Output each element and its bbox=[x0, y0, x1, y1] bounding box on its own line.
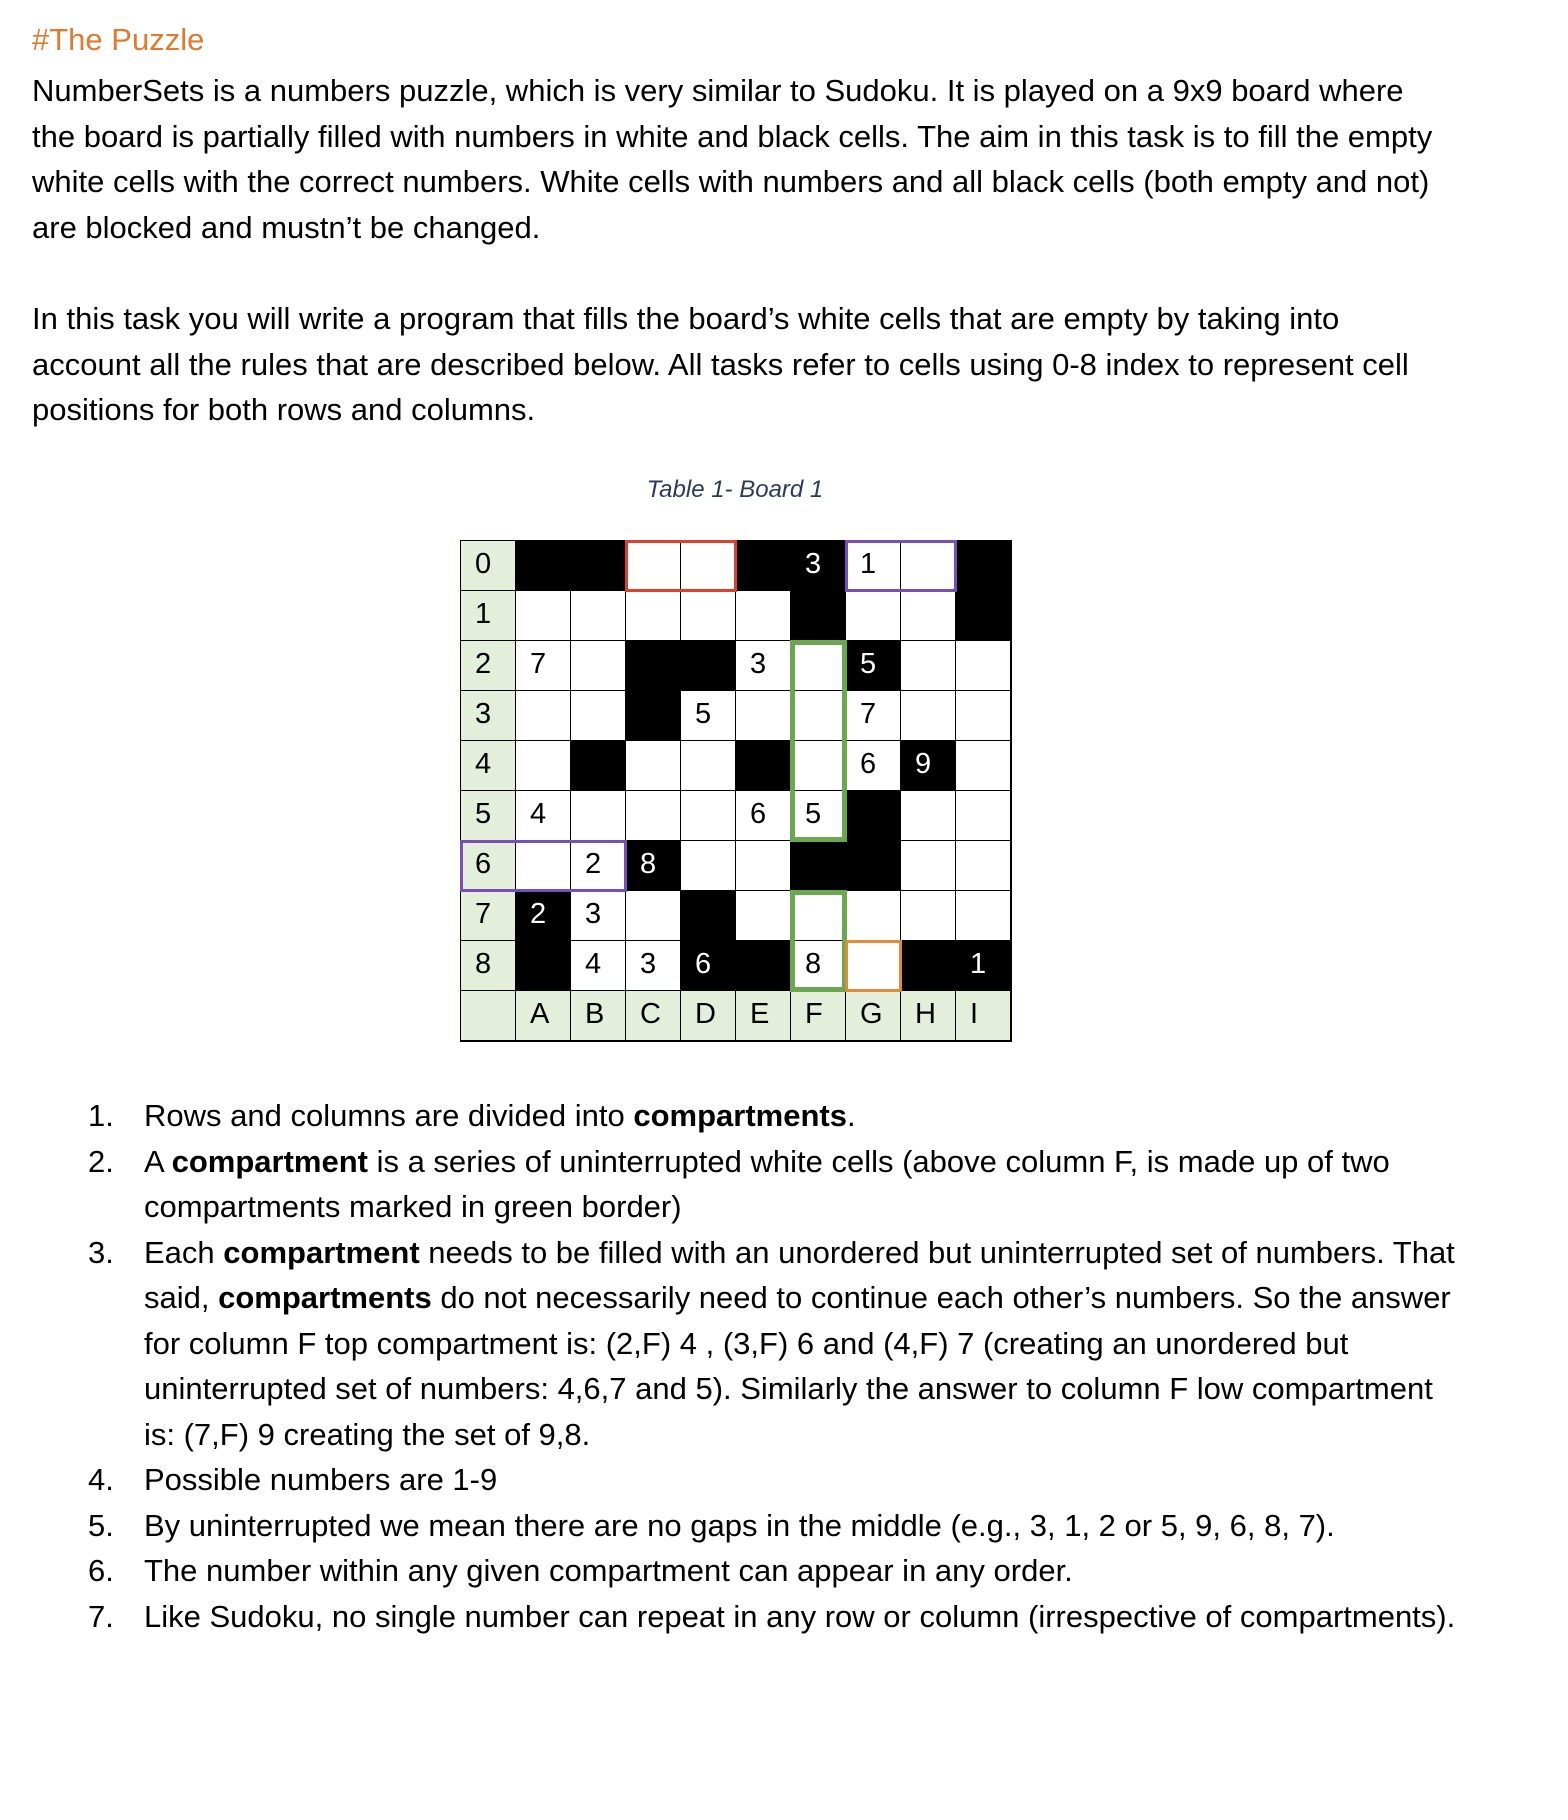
white-cell bbox=[626, 591, 681, 641]
rule-item bbox=[88, 1139, 1468, 1230]
black-cell bbox=[736, 741, 791, 791]
white-cell bbox=[791, 691, 846, 741]
white-cell bbox=[901, 841, 956, 891]
white-cell bbox=[516, 841, 571, 891]
rule-item bbox=[88, 1457, 1468, 1503]
column-label: H bbox=[901, 991, 956, 1041]
white-cell bbox=[956, 641, 1011, 691]
white-cell bbox=[846, 941, 901, 991]
rule-text: Possible numbers are 1-9 bbox=[144, 1462, 498, 1497]
black-cell bbox=[846, 791, 901, 841]
rule-item bbox=[88, 1230, 1468, 1458]
row-label: 2 bbox=[461, 641, 516, 691]
white-cell: 2 bbox=[571, 841, 626, 891]
rule-text: Each compartment needs to be filled with an unordered but uninterrupted set of numbers. That said, compartments do not necessarily need to continue each other’s numbers. So the answer for column F top compartment is: (2,F) 4 , (3,F) 6 and (4,F) 7 (creating an unordered but uninterrupted set of numbers: 4,6,7 and 5). Similarly the answer to column F low compartment is: (7,F) 9 creating the set of 9,8. bbox=[144, 1234, 1455, 1452]
rule-number: 1. bbox=[88, 1098, 114, 1133]
puzzle-board bbox=[460, 540, 1012, 1042]
rule-number: 4. bbox=[88, 1462, 114, 1497]
row-label: 5 bbox=[461, 791, 516, 841]
black-cell: 6 bbox=[681, 941, 736, 991]
white-cell bbox=[626, 541, 681, 591]
white-cell bbox=[901, 691, 956, 741]
rule-text: The number within any given compartment can appear in any order. bbox=[144, 1553, 1073, 1588]
row-label: 1 bbox=[461, 591, 516, 641]
row-label: 6 bbox=[461, 841, 516, 891]
rule-number: 6. bbox=[88, 1553, 114, 1588]
black-cell bbox=[791, 841, 846, 891]
rule-text: Rows and columns are divided into compartments. bbox=[144, 1098, 856, 1133]
white-cell bbox=[571, 641, 626, 691]
column-label: D bbox=[681, 991, 736, 1041]
black-cell bbox=[626, 641, 681, 691]
black-cell bbox=[681, 891, 736, 941]
white-cell: 5 bbox=[791, 791, 846, 841]
row-label: 7 bbox=[461, 891, 516, 941]
white-cell bbox=[681, 541, 736, 591]
intro-paragraph-1: NumberSets is a numbers puzzle, which is very similar to Sudoku. It is played on a 9x9 board where the board is partially filled with numbers in white and black cells. The aim in this task is to fill the empty white cells with the correct numbers. White cells with numbers and all black cells (both empty and not) are blocked and mustn’t be changed. bbox=[32, 73, 1433, 245]
white-cell bbox=[846, 591, 901, 641]
white-cell bbox=[791, 741, 846, 791]
white-cell bbox=[901, 541, 956, 591]
rule-item bbox=[88, 1093, 1468, 1139]
column-label: A bbox=[516, 991, 571, 1041]
black-cell bbox=[626, 691, 681, 741]
black-cell bbox=[516, 941, 571, 991]
rule-number: 5. bbox=[88, 1507, 114, 1543]
black-cell bbox=[681, 641, 736, 691]
white-cell bbox=[681, 791, 736, 841]
white-cell: 1 bbox=[846, 541, 901, 591]
white-cell bbox=[571, 691, 626, 741]
row-label: 8 bbox=[461, 941, 516, 991]
white-cell bbox=[736, 691, 791, 741]
rule-item bbox=[88, 1548, 1468, 1594]
white-cell: 7 bbox=[846, 691, 901, 741]
rule-number: 2. bbox=[88, 1143, 114, 1179]
black-cell: 2 bbox=[516, 891, 571, 941]
white-cell bbox=[516, 691, 571, 741]
white-cell: 6 bbox=[736, 791, 791, 841]
rule-item bbox=[88, 1503, 1468, 1549]
white-cell bbox=[956, 691, 1011, 741]
column-label: G bbox=[846, 991, 901, 1041]
white-cell bbox=[516, 741, 571, 791]
black-cell bbox=[901, 941, 956, 991]
white-cell bbox=[901, 591, 956, 641]
black-cell: 5 bbox=[846, 641, 901, 691]
white-cell bbox=[901, 641, 956, 691]
white-cell bbox=[791, 891, 846, 941]
black-cell bbox=[571, 541, 626, 591]
white-cell bbox=[956, 741, 1011, 791]
corner-cell bbox=[461, 991, 516, 1041]
white-cell: 4 bbox=[516, 791, 571, 841]
white-cell bbox=[516, 591, 571, 641]
black-cell bbox=[571, 741, 626, 791]
white-cell bbox=[571, 791, 626, 841]
white-cell bbox=[681, 591, 736, 641]
white-cell bbox=[901, 791, 956, 841]
white-cell: 3 bbox=[736, 641, 791, 691]
white-cell bbox=[736, 841, 791, 891]
black-cell bbox=[956, 591, 1011, 641]
white-cell bbox=[626, 891, 681, 941]
black-cell bbox=[736, 541, 791, 591]
black-cell: 8 bbox=[626, 841, 681, 891]
white-cell bbox=[956, 791, 1011, 841]
white-cell bbox=[956, 891, 1011, 941]
column-label: F bbox=[791, 991, 846, 1041]
rule-text: Like Sudoku, no single number can repeat in any row or column (irrespective of compartments). bbox=[144, 1598, 1456, 1634]
rule-item bbox=[88, 1594, 1468, 1640]
white-cell bbox=[736, 891, 791, 941]
white-cell bbox=[571, 591, 626, 641]
white-cell: 8 bbox=[791, 941, 846, 991]
white-cell bbox=[626, 791, 681, 841]
white-cell: 5 bbox=[681, 691, 736, 741]
white-cell: 3 bbox=[571, 891, 626, 941]
white-cell bbox=[736, 591, 791, 641]
white-cell: 3 bbox=[626, 941, 681, 991]
white-cell bbox=[791, 641, 846, 691]
column-label: E bbox=[736, 991, 791, 1041]
black-cell bbox=[791, 591, 846, 641]
black-cell bbox=[956, 541, 1011, 591]
white-cell bbox=[846, 891, 901, 941]
black-cell bbox=[736, 941, 791, 991]
black-cell bbox=[846, 841, 901, 891]
column-label: C bbox=[626, 991, 681, 1041]
rule-number: 7. bbox=[88, 1598, 114, 1634]
rule-text: By uninterrupted we mean there are no gaps in the middle (e.g., 3, 1, 2 or 5, 9, 6, 8, 7). bbox=[144, 1507, 1335, 1543]
black-cell: 9 bbox=[901, 741, 956, 791]
white-cell: 4 bbox=[571, 941, 626, 991]
rule-number: 3. bbox=[88, 1234, 114, 1270]
black-cell bbox=[516, 541, 571, 591]
row-label: 0 bbox=[461, 541, 516, 591]
row-label: 4 bbox=[461, 741, 516, 791]
row-label: 3 bbox=[461, 691, 516, 741]
white-cell: 6 bbox=[846, 741, 901, 791]
rule-text: A compartment is a series of uninterrupted white cells (above column F, is made up of two compartments marked in green border) bbox=[144, 1143, 1390, 1224]
white-cell bbox=[956, 841, 1011, 891]
white-cell bbox=[681, 741, 736, 791]
white-cell: 7 bbox=[516, 641, 571, 691]
black-cell: 1 bbox=[956, 941, 1011, 991]
table-caption: Table 1- Board 1 bbox=[646, 476, 824, 503]
intro-paragraph-2: In this task you will write a program that fills the board’s white cells that are empty by taking into account all the rules that are described below. All tasks refer to cells using 0-8 index to represent cell positions for both rows and columns. bbox=[32, 301, 1409, 427]
column-label: I bbox=[956, 991, 1011, 1041]
white-cell bbox=[901, 891, 956, 941]
white-cell bbox=[626, 741, 681, 791]
puzzle-heading: #The Puzzle bbox=[32, 22, 205, 57]
black-cell: 3 bbox=[791, 541, 846, 591]
column-label: B bbox=[571, 991, 626, 1041]
white-cell bbox=[681, 841, 736, 891]
rules-list bbox=[88, 1093, 1468, 1639]
